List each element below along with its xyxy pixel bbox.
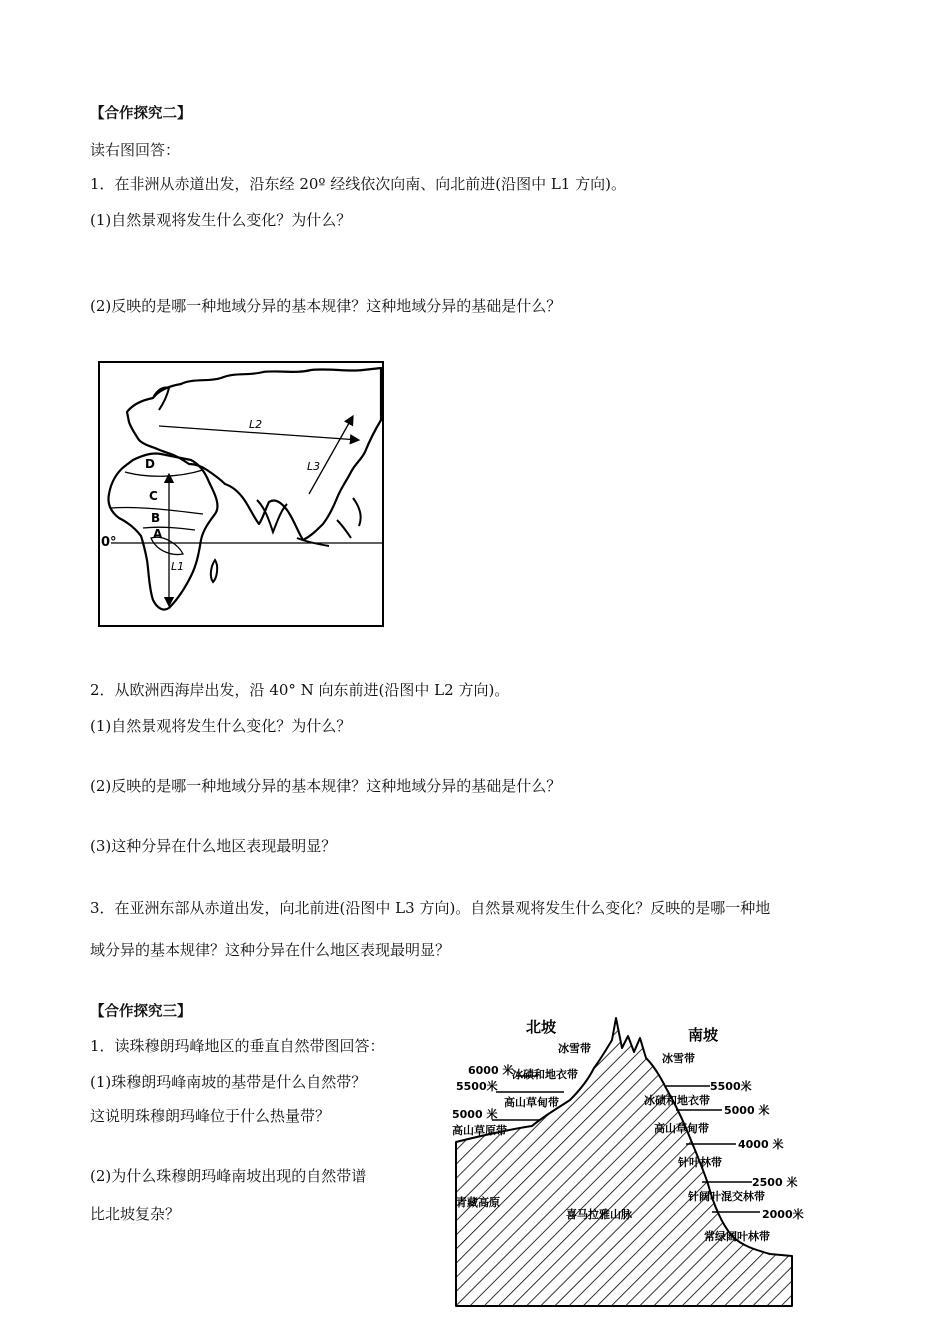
north-ice-snow-label: 冰雪带 bbox=[558, 1042, 591, 1055]
question-3-line-2: 域分异的基本规律？这种分异在什么地区表现最明显？ bbox=[90, 941, 451, 959]
south-mixed-forest-label: 针阔叶混交林带 bbox=[688, 1190, 765, 1203]
l2-label: L2 bbox=[249, 418, 263, 431]
south-evergreen-label: 常绿阔叶林带 bbox=[704, 1230, 770, 1243]
mountain-profile bbox=[456, 1018, 792, 1306]
south-alt-2000-label: 2000米 bbox=[762, 1208, 804, 1221]
plateau-label: 青藏高原 bbox=[456, 1196, 500, 1209]
l1-label: L1 bbox=[171, 560, 185, 573]
world-map bbox=[97, 360, 387, 630]
south-alt-2500-label: 2500 米 bbox=[752, 1176, 798, 1189]
section2-intro: 读右图回答： bbox=[90, 141, 181, 159]
north-alt-5000-label: 5000 米 bbox=[452, 1108, 498, 1121]
south-ice-snow-label: 冰雪带 bbox=[662, 1052, 695, 1065]
south-slope-title: 南坡 bbox=[688, 1026, 719, 1044]
north-alt-5500-label: 5500米 bbox=[456, 1080, 498, 1093]
question-1: 1．在非洲从赤道出发，沿东经 20º 经线依次向南、向北前进(沿图中 L1 方向)。 bbox=[90, 175, 626, 193]
north-alt-6000-label: 6000 米 bbox=[468, 1064, 514, 1077]
south-moraine-lichen-label: 冰碛和地衣带 bbox=[644, 1094, 710, 1107]
section3-question-1-part-2-line-2: 比北坡复杂？ bbox=[90, 1205, 181, 1223]
south-alt-5000-label: 5000 米 bbox=[724, 1104, 770, 1117]
section2-heading: 【合作探究二】 bbox=[90, 106, 192, 122]
question-1-part-1: (1)自然景观将发生什么变化？为什么？ bbox=[90, 211, 352, 229]
section3-question-1-part-2-line-1: (2)为什么珠穆朗玛峰南坡出现的自然带谱 bbox=[90, 1167, 367, 1185]
south-alt-4000-label: 4000 米 bbox=[738, 1138, 784, 1151]
zone-d-label: D bbox=[145, 457, 155, 471]
equator-label: 0° bbox=[101, 535, 117, 550]
north-alpine-meadow-label: 高山草甸带 bbox=[504, 1096, 559, 1109]
question-2-part-1: (1)自然景观将发生什么变化？为什么？ bbox=[90, 717, 352, 735]
south-conifer-label: 针叶林带 bbox=[678, 1156, 722, 1169]
zone-c-label: C bbox=[149, 489, 158, 503]
south-alpine-meadow-label: 高山草甸带 bbox=[654, 1122, 709, 1135]
section3-heading: 【合作探究三】 bbox=[90, 1004, 192, 1020]
zone-b-label: B bbox=[151, 511, 161, 525]
north-slope-title: 北坡 bbox=[526, 1018, 557, 1036]
south-alt-5500-label: 5500米 bbox=[710, 1080, 752, 1093]
north-alpine-steppe-label: 高山草原带 bbox=[452, 1124, 507, 1137]
zone-a-label: A bbox=[153, 527, 163, 541]
question-1-part-2: (2)反映的是哪一种地域分异的基本规律？这种地域分异的基础是什么？ bbox=[90, 297, 562, 315]
question-2: 2．从欧洲西海岸出发，沿 40° N 向东前进(沿图中 L2 方向)。 bbox=[90, 681, 510, 699]
question-2-part-2: (2)反映的是哪一种地域分异的基本规律？这种地域分异的基础是什么？ bbox=[90, 777, 562, 795]
section3-question-1-part-1-line-2: 这说明珠穆朗玛峰位于什么热量带？ bbox=[90, 1107, 331, 1125]
question-2-part-3: (3)这种分异在什么地区表现最明显？ bbox=[90, 837, 337, 855]
section3-question-1-part-1-line-1: (1)珠穆朗玛峰南坡的基带是什么自然带？ bbox=[90, 1073, 367, 1091]
l3-label: L3 bbox=[307, 460, 321, 473]
himalaya-label: 喜马拉雅山脉 bbox=[566, 1208, 632, 1221]
everest-zonation-diagram bbox=[440, 1010, 820, 1310]
north-moraine-lichen-label: 冰碛和地衣带 bbox=[512, 1068, 578, 1081]
question-3-line-1: 3．在亚洲东部从赤道出发，向北前进(沿图中 L3 方向)。自然景观将发生什么变化？反映的是哪一种地 bbox=[90, 899, 771, 917]
section3-question-1: 1．读珠穆朗玛峰地区的垂直自然带图回答： bbox=[90, 1037, 385, 1055]
